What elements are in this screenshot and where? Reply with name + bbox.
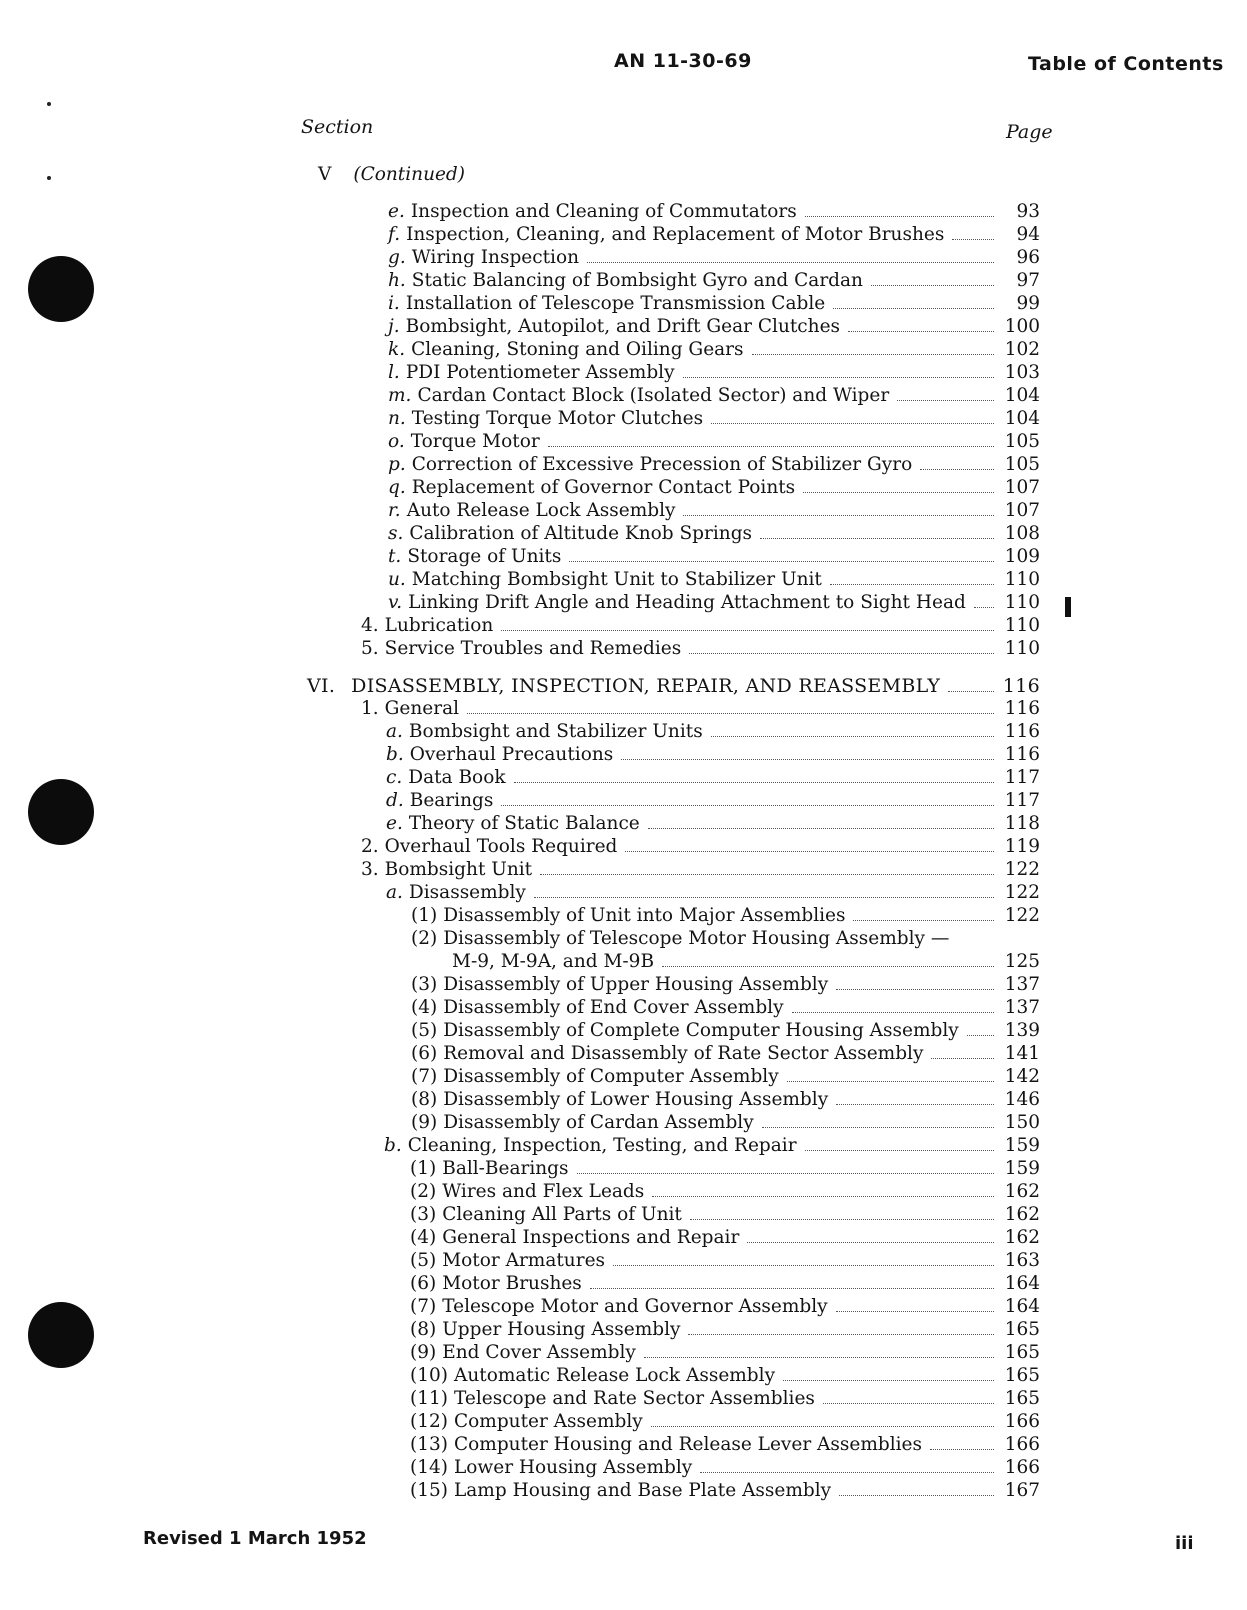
toc-entry[interactable]	[388, 201, 1040, 225]
toc-entry[interactable]	[410, 1480, 1040, 1504]
entry-page: 166	[1004, 1457, 1040, 1478]
entry-page: 99	[1016, 293, 1040, 314]
toc-entry[interactable]	[388, 546, 1040, 570]
toc-entry[interactable]	[361, 615, 1040, 639]
dot-leader	[651, 1413, 994, 1427]
entry-title: Lower Housing Assembly	[453, 1457, 693, 1478]
toc-entry[interactable]	[410, 1181, 1040, 1205]
toc-entry[interactable]	[410, 1227, 1040, 1251]
entry-page: 107	[1004, 477, 1040, 498]
entry-marker: 2.	[361, 836, 379, 857]
dot-leader	[652, 1183, 994, 1197]
entry-marker: (9)	[411, 1112, 438, 1133]
punch-hole	[28, 779, 94, 845]
toc-entry[interactable]	[386, 721, 1040, 745]
scan-speck	[47, 176, 51, 180]
entry-marker: (11)	[410, 1388, 448, 1409]
toc-entry[interactable]	[361, 836, 1040, 860]
entry-marker: a.	[386, 721, 403, 742]
entry-title: Linking Drift Angle and Heading Attachment to Sight Head	[408, 592, 966, 613]
dot-leader	[662, 953, 994, 967]
entry-marker: (5)	[411, 1020, 438, 1041]
entry-title: Wires and Flex Leads	[442, 1181, 645, 1202]
entry-page: 163	[1004, 1250, 1040, 1271]
dot-leader	[805, 1137, 994, 1151]
entry-page: 96	[1016, 247, 1040, 268]
toc-entry[interactable]	[388, 592, 1040, 616]
entry-page: 116	[1004, 744, 1040, 765]
dot-leader	[683, 364, 994, 378]
entry-page: 104	[1004, 385, 1040, 406]
entry-marker: i.	[388, 293, 400, 314]
dot-leader	[625, 838, 994, 852]
entry-page: 164	[1004, 1273, 1040, 1294]
entry-title: General	[384, 698, 460, 719]
entry-page: 93	[1016, 201, 1040, 222]
toc-entry[interactable]	[386, 744, 1040, 768]
entry-marker: g.	[388, 247, 406, 268]
entry-page: 107	[1004, 500, 1040, 521]
entry-page: 110	[1004, 592, 1040, 613]
toc-entry[interactable]	[411, 974, 1040, 998]
toc-entry[interactable]	[411, 1043, 1040, 1067]
toc-entry[interactable]	[410, 1411, 1040, 1435]
entry-marker: 3.	[361, 859, 379, 880]
toc-entry[interactable]	[388, 293, 1040, 317]
entry-title: Disassembly of Cardan Assembly	[443, 1112, 754, 1133]
entry-marker: (8)	[410, 1319, 437, 1340]
toc-entry[interactable]	[388, 454, 1040, 478]
entry-title: Computer Assembly	[453, 1411, 643, 1432]
page-column-label: Page	[1006, 121, 1053, 143]
toc-entry[interactable]	[386, 790, 1040, 814]
entry-page: 167	[1004, 1480, 1040, 1501]
toc-entry[interactable]	[307, 675, 1040, 699]
dot-leader	[783, 1367, 994, 1381]
entry-marker: h.	[388, 270, 406, 291]
entry-marker: 1.	[361, 698, 379, 719]
entry-title: Removal and Disassembly of Rate Sector Assembly	[443, 1043, 924, 1064]
document-number: AN 11-30-69	[614, 50, 752, 72]
entry-marker: f.	[388, 224, 401, 245]
toc-entry[interactable]	[388, 408, 1040, 432]
entry-page: 165	[1004, 1365, 1040, 1386]
entry-title: Auto Release Lock Assembly	[406, 500, 676, 521]
revision-date: Revised 1 March 1952	[143, 1528, 367, 1549]
toc-entry[interactable]	[361, 698, 1040, 722]
dot-leader	[700, 1459, 994, 1473]
entry-marker: e.	[388, 201, 405, 222]
entry-title: Telescope and Rate Sector Assemblies	[453, 1388, 815, 1409]
toc-entry[interactable]	[410, 1296, 1040, 1320]
entry-marker: k.	[388, 339, 406, 360]
entry-title: Calibration of Altitude Knob Springs	[409, 523, 753, 544]
entry-marker: s.	[388, 523, 404, 544]
dot-leader	[830, 571, 994, 585]
entry-page: 162	[1004, 1181, 1040, 1202]
entry-page: 165	[1004, 1319, 1040, 1340]
dot-leader	[644, 1344, 994, 1358]
toc-entry[interactable]	[388, 569, 1040, 593]
entry-page: 159	[1004, 1135, 1040, 1156]
entry-title: Overhaul Tools Required	[384, 836, 618, 857]
dot-leader	[501, 792, 994, 806]
entry-marker: (6)	[410, 1273, 437, 1294]
dot-leader	[683, 502, 994, 516]
dot-leader	[577, 1160, 994, 1174]
toc-entry[interactable]	[411, 905, 1040, 929]
toc-entry[interactable]	[388, 339, 1040, 363]
toc-entry[interactable]	[361, 859, 1040, 883]
entry-title: Cleaning All Parts of Unit	[442, 1204, 682, 1225]
dot-leader	[853, 907, 994, 921]
entry-page: 110	[1004, 638, 1040, 659]
toc-entry[interactable]	[388, 316, 1040, 340]
dot-leader	[931, 1045, 994, 1059]
entry-page: 137	[1004, 997, 1040, 1018]
toc-entry-continuation[interactable]	[452, 951, 1040, 975]
toc-entry[interactable]	[411, 1112, 1040, 1136]
entry-marker: o.	[388, 431, 405, 452]
entry-page: 162	[1004, 1227, 1040, 1248]
entry-page: 125	[1004, 951, 1040, 972]
toc-entry[interactable]	[388, 431, 1040, 455]
entry-title: General Inspections and Repair	[442, 1227, 740, 1248]
entry-title: Ball-Bearings	[442, 1158, 569, 1179]
entry-page: 122	[1004, 859, 1040, 880]
dot-leader	[920, 456, 994, 470]
entry-title: Theory of Static Balance	[408, 813, 640, 834]
entry-title: Cleaning, Stoning and Oiling Gears	[411, 339, 744, 360]
toc-entry[interactable]	[411, 1020, 1040, 1044]
toc-entry[interactable]	[411, 997, 1040, 1021]
entry-title: Bearings	[409, 790, 494, 811]
entry-title: M-9, M-9A, and M-9B	[452, 951, 655, 972]
entry-title: Bombsight, Autopilot, and Drift Gear Clutches	[405, 316, 841, 337]
continued-label: (Continued)	[353, 164, 465, 185]
entry-marker: e.	[386, 813, 403, 834]
entry-title: Disassembly	[408, 882, 526, 903]
dot-leader	[805, 203, 994, 217]
toc-entry[interactable]	[388, 385, 1040, 409]
entry-marker: (12)	[410, 1411, 448, 1432]
entry-title: Correction of Excessive Precession of Stabilizer Gyro	[411, 454, 913, 475]
entry-title: Motor Brushes	[442, 1273, 582, 1294]
entry-marker: t.	[388, 546, 402, 567]
entry-page: 100	[1004, 316, 1040, 337]
entry-page: 116	[1004, 698, 1040, 719]
dot-leader	[848, 318, 994, 332]
dot-leader	[689, 640, 994, 654]
entry-marker: b.	[384, 1135, 402, 1156]
toc-entry[interactable]	[411, 1066, 1040, 1090]
entry-page: 109	[1004, 546, 1040, 567]
entry-title: Installation of Telescope Transmission Cable	[405, 293, 826, 314]
entry-title: Disassembly of Lower Housing Assembly	[443, 1089, 829, 1110]
entry-title: Static Balancing of Bombsight Gyro and Cardan	[411, 270, 863, 291]
toc-entry[interactable]	[388, 523, 1040, 547]
dot-leader	[967, 1022, 994, 1036]
toc-entry[interactable]	[388, 247, 1040, 271]
toc-entry[interactable]	[388, 362, 1040, 386]
entry-page: 105	[1004, 431, 1040, 452]
entry-page: 159	[1004, 1158, 1040, 1179]
toc-entry[interactable]	[388, 224, 1040, 248]
entry-page: 102	[1004, 339, 1040, 360]
entry-marker: (1)	[410, 1158, 437, 1179]
toc-entry[interactable]	[410, 1342, 1040, 1366]
entry-page: 165	[1004, 1342, 1040, 1363]
dot-leader	[836, 1091, 994, 1105]
entry-title: Matching Bombsight Unit to Stabilizer Unit	[411, 569, 822, 590]
dot-leader	[839, 1482, 994, 1496]
dot-leader	[590, 1275, 994, 1289]
entry-marker: b.	[386, 744, 404, 765]
entry-title: Bombsight Unit	[384, 859, 533, 880]
entry-marker: 5.	[361, 638, 379, 659]
dot-leader	[534, 884, 994, 898]
entry-title: Service Troubles and Remedies	[384, 638, 682, 659]
toc-entry[interactable]	[386, 767, 1040, 791]
entry-marker: n.	[388, 408, 406, 429]
entry-page: 162	[1004, 1204, 1040, 1225]
entry-marker: (15)	[410, 1480, 448, 1501]
entry-page: 103	[1004, 362, 1040, 383]
entry-marker: (14)	[410, 1457, 448, 1478]
entry-page: 137	[1004, 974, 1040, 995]
entry-marker: (10)	[410, 1365, 448, 1386]
dot-leader	[711, 723, 994, 737]
entry-page: 166	[1004, 1434, 1040, 1455]
entry-marker: (2)	[410, 1181, 437, 1202]
entry-page: 122	[1004, 882, 1040, 903]
entry-page: 139	[1004, 1020, 1040, 1041]
entry-page: 166	[1004, 1411, 1040, 1432]
entry-marker: l.	[388, 362, 400, 383]
entry-marker: j.	[388, 316, 400, 337]
entry-title: Upper Housing Assembly	[442, 1319, 681, 1340]
dot-leader	[836, 976, 994, 990]
entry-title: Telescope Motor and Governor Assembly	[442, 1296, 828, 1317]
dot-leader	[952, 226, 994, 240]
toc-entry[interactable]	[410, 1319, 1040, 1343]
toc-entry[interactable]	[411, 928, 949, 952]
entry-page: 150	[1004, 1112, 1040, 1133]
dot-leader	[747, 1229, 994, 1243]
entry-marker: (13)	[410, 1434, 448, 1455]
page-number: iii	[1175, 1533, 1194, 1554]
document-section-title: Table of Contents	[1028, 53, 1224, 75]
entry-marker: c.	[386, 767, 403, 788]
entry-page: 141	[1004, 1043, 1040, 1064]
entry-page: 117	[1004, 767, 1040, 788]
entry-marker: (4)	[410, 1227, 437, 1248]
entry-page: 122	[1004, 905, 1040, 926]
entry-marker: (8)	[411, 1089, 438, 1110]
dot-leader	[752, 341, 994, 355]
dot-leader	[569, 548, 994, 562]
dot-leader	[897, 387, 994, 401]
toc-entry[interactable]	[410, 1273, 1040, 1297]
toc-entry[interactable]	[386, 882, 1040, 906]
dot-leader	[760, 525, 994, 539]
toc-entry[interactable]	[410, 1158, 1040, 1182]
entry-title: Testing Torque Motor Clutches	[411, 408, 704, 429]
entry-page: 142	[1004, 1066, 1040, 1087]
entry-title: Motor Armatures	[442, 1250, 606, 1271]
dot-leader	[762, 1114, 994, 1128]
entry-title: Computer Housing and Release Lever Assemblies	[453, 1434, 922, 1455]
entry-marker: a.	[386, 882, 403, 903]
entry-title: Disassembly of Complete Computer Housing Assembly	[443, 1020, 959, 1041]
dot-leader	[803, 479, 994, 493]
dot-leader	[501, 617, 994, 631]
dot-leader	[974, 594, 994, 608]
toc-entry[interactable]	[410, 1388, 1040, 1412]
entry-marker: (7)	[410, 1296, 437, 1317]
toc-entry[interactable]	[410, 1434, 1040, 1458]
entry-marker: (3)	[411, 974, 438, 995]
section-column-label: Section	[301, 116, 374, 138]
entry-title: Torque Motor	[410, 431, 540, 452]
toc-entry[interactable]	[410, 1250, 1040, 1274]
entry-title: Cardan Contact Block (Isolated Sector) and Wiper	[417, 385, 890, 406]
toc-entry[interactable]	[361, 638, 1040, 662]
entry-title: Replacement of Governor Contact Points	[411, 477, 796, 498]
entry-title: PDI Potentiometer Assembly	[405, 362, 675, 383]
entry-page: 116	[1004, 721, 1040, 742]
toc-entry[interactable]	[388, 477, 1040, 501]
toc-entry[interactable]	[410, 1457, 1040, 1481]
entry-marker: q.	[388, 477, 406, 498]
entry-page: 117	[1004, 790, 1040, 811]
dot-leader	[871, 272, 994, 286]
entry-title: Cleaning, Inspection, Testing, and Repair	[407, 1135, 797, 1156]
dot-leader	[930, 1436, 994, 1450]
entry-marker: 4.	[361, 615, 379, 636]
dot-leader	[514, 769, 994, 783]
entry-page: 110	[1004, 615, 1040, 636]
entry-title: Disassembly of Computer Assembly	[443, 1066, 779, 1087]
entry-page: 104	[1004, 408, 1040, 429]
entry-marker: (7)	[411, 1066, 438, 1087]
entry-page: 108	[1004, 523, 1040, 544]
entry-page: 164	[1004, 1296, 1040, 1317]
section-numeral: VI.	[307, 675, 336, 697]
entry-title: Inspection, Cleaning, and Replacement of Motor Brushes	[406, 224, 945, 245]
dot-leader	[792, 999, 994, 1013]
punch-hole	[28, 1302, 94, 1368]
entry-marker: u.	[388, 569, 406, 590]
entry-marker: (3)	[410, 1204, 437, 1225]
entry-title: Bombsight and Stabilizer Units	[408, 721, 703, 742]
section-numeral: V	[318, 164, 332, 185]
entry-title: Disassembly of Telescope Motor Housing Assembly —	[443, 928, 950, 949]
entry-title: Wiring Inspection	[411, 247, 580, 268]
punch-hole	[28, 256, 94, 322]
dot-leader	[833, 295, 994, 309]
entry-title: Disassembly of End Cover Assembly	[443, 997, 784, 1018]
dot-leader	[836, 1298, 994, 1312]
toc-entry[interactable]	[410, 1204, 1040, 1228]
section-heading	[318, 164, 465, 188]
toc-entry[interactable]	[388, 270, 1040, 294]
entry-page: 146	[1004, 1089, 1040, 1110]
entry-marker: (9)	[410, 1342, 437, 1363]
entry-marker: m.	[388, 385, 412, 406]
entry-marker: (5)	[410, 1250, 437, 1271]
dot-leader	[621, 746, 994, 760]
entry-page: 118	[1004, 813, 1040, 834]
entry-page: 94	[1016, 224, 1040, 245]
entry-title: Disassembly of Unit into Major Assemblies	[443, 905, 846, 926]
entry-title: Lamp Housing and Base Plate Assembly	[453, 1480, 832, 1501]
dot-leader	[467, 700, 994, 714]
entry-title: Lubrication	[384, 615, 494, 636]
dot-leader	[948, 678, 994, 692]
entry-title: Automatic Release Lock Assembly	[453, 1365, 776, 1386]
dot-leader	[648, 815, 994, 829]
entry-title: Inspection and Cleaning of Commutators	[410, 201, 797, 222]
dot-leader	[787, 1068, 994, 1082]
dot-leader	[688, 1321, 994, 1335]
dot-leader	[690, 1206, 994, 1220]
entry-title: Overhaul Precautions	[409, 744, 614, 765]
entry-title: Data Book	[408, 767, 506, 788]
dot-leader	[587, 249, 994, 263]
entry-page: 105	[1004, 454, 1040, 475]
dot-leader	[540, 861, 994, 875]
entry-marker: (4)	[411, 997, 438, 1018]
entry-marker: d.	[386, 790, 404, 811]
toc-entry[interactable]	[410, 1365, 1040, 1389]
entry-title: DISASSEMBLY, INSPECTION, REPAIR, AND REASSEMBLY	[351, 675, 941, 697]
dot-leader	[711, 410, 994, 424]
entry-title: Disassembly of Upper Housing Assembly	[443, 974, 829, 995]
toc-entry[interactable]	[384, 1135, 1040, 1159]
entry-page: 110	[1004, 569, 1040, 590]
entry-marker: (1)	[411, 905, 438, 926]
toc-entry[interactable]	[388, 500, 1040, 524]
entry-marker: p.	[388, 454, 406, 475]
entry-marker: r.	[388, 500, 401, 521]
entry-page: 116	[1002, 675, 1040, 697]
entry-title: Storage of Units	[407, 546, 562, 567]
entry-page: 119	[1004, 836, 1040, 857]
entry-page: 165	[1004, 1388, 1040, 1409]
entry-page: 97	[1016, 270, 1040, 291]
dot-leader	[548, 433, 994, 447]
revision-bar	[1065, 597, 1071, 617]
entry-marker: v.	[388, 592, 403, 613]
toc-entry[interactable]	[411, 1089, 1040, 1113]
toc-entry[interactable]	[386, 813, 1040, 837]
dot-leader	[823, 1390, 994, 1404]
dot-leader	[613, 1252, 994, 1266]
scan-speck	[47, 102, 51, 106]
entry-marker: (2)	[411, 928, 438, 949]
entry-marker: (6)	[411, 1043, 438, 1064]
entry-title: End Cover Assembly	[442, 1342, 636, 1363]
